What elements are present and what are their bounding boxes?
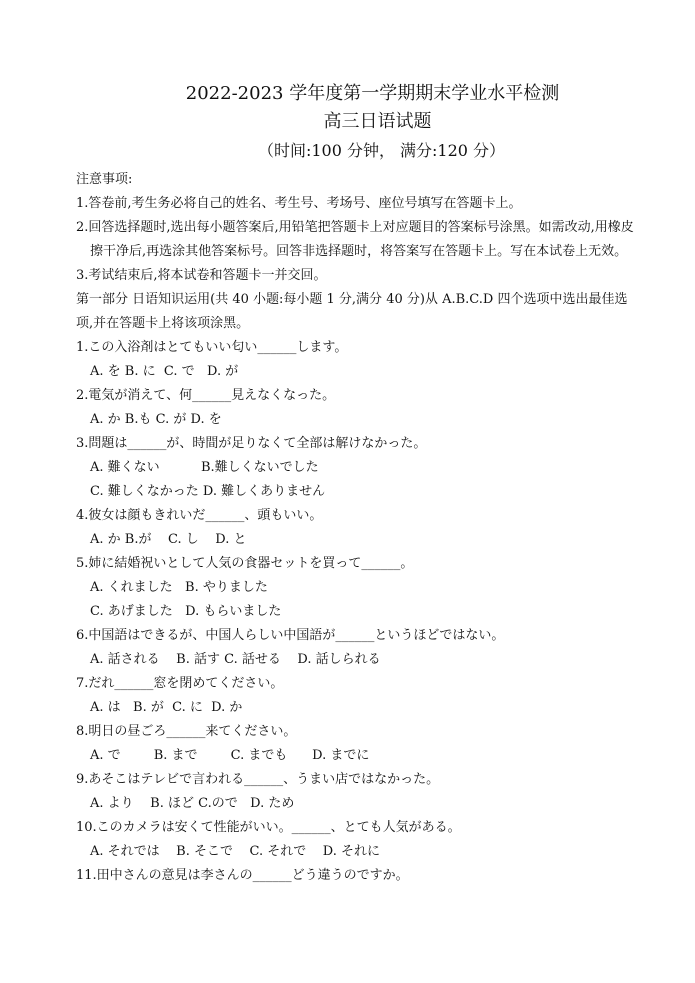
question-text: 4.彼女は顔もきれいだ______、頭もいい。	[76, 508, 323, 523]
question-text: 8.明日の昼ごろ______来てください。	[76, 724, 297, 739]
question-options: A. を B. に C. で D. が	[90, 364, 239, 379]
notes-heading: 注意事项:	[76, 172, 133, 187]
question-text: 6.中国語はできるが、中国人らしい中国語が______というほどではない。	[76, 628, 505, 643]
question-text: 11.田中さんの意見は李さんの______どう違うのですか。	[76, 868, 409, 883]
exam-content	[76, 168, 636, 888]
note-item: 3.考试结束后,将本试卷和答题卡一并交回。	[76, 268, 327, 283]
question-options: A. は B. が C. に D. か	[90, 700, 243, 715]
question-text: 9.あそこはテレビで言われる______、うまい店ではなかった。	[76, 772, 440, 787]
note-item: 1.答卷前,考生务必将自己的姓名、考生号、考场号、座位号填写在答题卡上。	[76, 196, 522, 211]
question-options: A. より B. ほど C.ので D. ため	[90, 796, 295, 811]
question-text: 1.この入浴剤はとてもいい匂い______します。	[76, 340, 348, 355]
question-options: C. 難しくなかった D. 難しくありません	[90, 484, 326, 499]
section-heading: 第一部分 日语知识运用(共 40 小题:每小题 1 分,满分 40 分)从 A.B.C.D 四个选项中选出最佳选项,并在答题卡上将该项涂黑。	[76, 292, 628, 331]
question-options: A. くれました B. やりました	[90, 580, 268, 595]
note-item: 2.回答选择题时,选出每小题答案后,用铅笔把答题卡上对应题目的答案标号涂黑。如需改动,用橡皮擦干净后,再选涂其他答案标号。回答非选择题时，将答案写在答题卡上。写在本试卷上无效。	[76, 220, 634, 259]
exam-title: 2022-2023 学年度第一学期期末学业水平检测	[185, 83, 560, 104]
question-options: A. で B. まで C. までも D. までに	[90, 748, 370, 763]
question-text: 7.だれ______窓を閉めてください。	[76, 676, 284, 691]
question-text: 2.電気が消えて、何______見えなくなった。	[76, 388, 336, 403]
exam-time-info: （时间:100 分钟， 满分:120 分）	[257, 141, 506, 160]
question-options: A. か B.も C. が D. を	[90, 412, 222, 427]
question-options: A. 難くない B.難しくないでした	[90, 460, 319, 475]
exam-subtitle: 高三日语试题	[323, 111, 432, 132]
question-text: 10.このカメラは安くて性能がいい。______、とても人気がある。	[76, 820, 461, 835]
question-options: A. それでは B. そこで C. それで D. それに	[90, 844, 381, 859]
question-options: A. か B.が C. し D. と	[90, 532, 247, 547]
question-options: A. 話される B. 話す C. 話せる D. 話しられる	[90, 652, 381, 667]
question-options: C. あげました D. もらいました	[90, 604, 282, 619]
question-text: 3.問題は______が、時間が足りなくて全部は解けなかった。	[76, 436, 427, 451]
question-text: 5.姉に結婚祝いとして人気の食器セットを買って______。	[76, 556, 414, 571]
